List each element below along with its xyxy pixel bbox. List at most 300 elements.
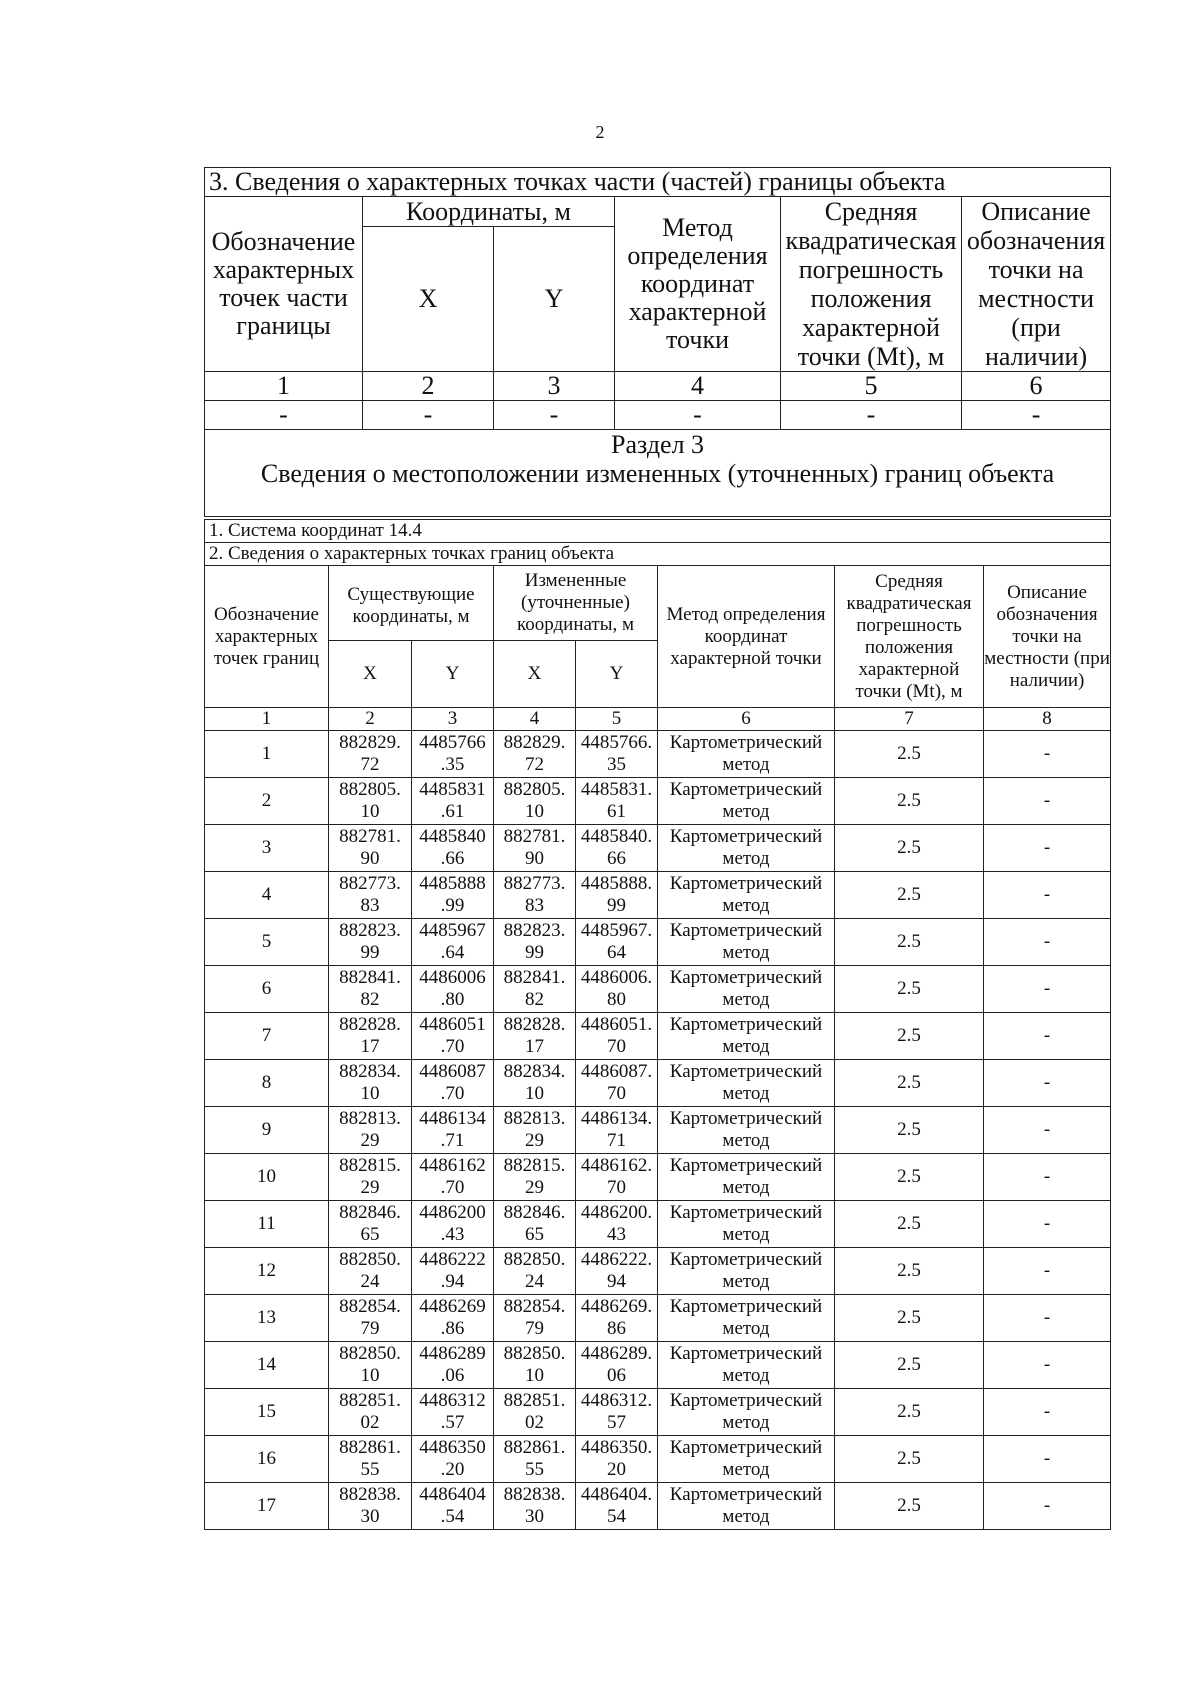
col-x-header: X <box>363 227 494 372</box>
boundary-part-points-table <box>204 167 1111 517</box>
changed-x-cell <box>494 1342 576 1389</box>
changed-x-cell <box>494 1107 576 1154</box>
changed-y-line1: 4486289. <box>580 1343 653 1364</box>
table-row <box>205 825 1111 872</box>
method-line1: Картометрический <box>669 967 823 988</box>
existing-y-line2: .70 <box>440 1177 465 1198</box>
existing-y-cell <box>412 1483 494 1530</box>
existing-y-line1: 4486312 <box>419 1390 486 1411</box>
col-number: 2 <box>329 708 412 731</box>
table-row <box>205 872 1111 919</box>
existing-x-cell <box>329 919 412 966</box>
existing-y-line1: 4485766 <box>419 732 486 753</box>
existing-y-cell <box>412 1013 494 1060</box>
method-cell <box>658 778 835 825</box>
existing-y-line1: 4486404 <box>419 1484 486 1505</box>
existing-x-cell <box>329 1436 412 1483</box>
existing-y-line2: .66 <box>440 848 465 869</box>
method-line2: метод <box>722 1318 770 1339</box>
existing-y-line1: 4485840 <box>419 826 486 847</box>
empty-cell: - <box>615 401 781 430</box>
existing-y-line2: .80 <box>440 989 465 1010</box>
changed-y-line1: 4485840. <box>580 826 653 847</box>
existing-x-line2: 99 <box>360 942 380 963</box>
changed-y-cell <box>576 1154 658 1201</box>
col-number: 5 <box>781 372 962 401</box>
method-line1: Картометрический <box>669 826 823 847</box>
method-line1: Картометрический <box>669 1390 823 1411</box>
section-title: Раздел 3 <box>205 430 1111 461</box>
changed-x-line2: 29 <box>525 1130 544 1151</box>
method-line1: Картометрический <box>669 1437 823 1458</box>
changed-y-line1: 4485831. <box>580 779 653 800</box>
existing-x-line1: 882815. <box>339 1155 401 1176</box>
existing-y-cell <box>412 1342 494 1389</box>
point-number: 17 <box>205 1483 329 1530</box>
existing-y-line1: 4486162 <box>419 1155 486 1176</box>
changed-y-line1: 4486404. <box>580 1484 653 1505</box>
method-line2: метод <box>722 1459 770 1480</box>
existing-y-line1: 4486269 <box>419 1296 486 1317</box>
existing-y-line1: 4486051 <box>419 1014 486 1035</box>
method-cell <box>658 1389 835 1436</box>
changed-y-line1: 4486134. <box>580 1108 653 1129</box>
changed-x-cell <box>494 1013 576 1060</box>
changed-y-cell <box>576 1483 658 1530</box>
col-x-existing-header: X <box>329 641 412 708</box>
changed-x-line2: 90 <box>525 848 544 869</box>
changed-y-line1: 4486312. <box>580 1390 653 1411</box>
changed-x-line1: 882850. <box>503 1249 566 1270</box>
changed-x-line1: 882823. <box>503 920 566 941</box>
col-number: 5 <box>576 708 658 731</box>
method-line2: метод <box>722 801 770 822</box>
table-row <box>205 778 1111 825</box>
changed-x-cell <box>494 1436 576 1483</box>
changed-x-line1: 882781. <box>503 826 566 847</box>
changed-x-line1: 882834. <box>503 1061 566 1082</box>
description-value: - <box>984 919 1111 966</box>
method-line1: Картометрический <box>669 1202 823 1223</box>
point-number: 12 <box>205 1248 329 1295</box>
changed-y-line2: 70 <box>607 1036 626 1057</box>
existing-x-cell <box>329 1483 412 1530</box>
existing-x-line1: 882823. <box>339 920 401 941</box>
existing-x-line2: 30 <box>360 1506 380 1527</box>
existing-x-cell <box>329 1107 412 1154</box>
col-number: 3 <box>412 708 494 731</box>
method-line2: метод <box>722 1271 770 1292</box>
changed-y-cell <box>576 1295 658 1342</box>
changed-y-line2: 06 <box>607 1365 626 1386</box>
changed-x-cell <box>494 825 576 872</box>
changed-y-line1: 4485766. <box>580 732 653 753</box>
changed-x-cell <box>494 1389 576 1436</box>
existing-x-cell <box>329 1154 412 1201</box>
changed-y-line2: 94 <box>607 1271 626 1292</box>
method-line1: Картометрический <box>669 732 823 753</box>
changed-x-line1: 882846. <box>503 1202 566 1223</box>
method-line2: метод <box>722 1177 770 1198</box>
existing-x-line1: 882841. <box>339 967 401 988</box>
method-line1: Картометрический <box>669 873 823 894</box>
error-value: 2.5 <box>835 1060 984 1107</box>
existing-x-line2: 79 <box>360 1318 380 1339</box>
existing-x-cell <box>329 1342 412 1389</box>
col-y-header: Y <box>494 227 615 372</box>
changed-x-line2: 02 <box>525 1412 544 1433</box>
existing-x-cell <box>329 825 412 872</box>
empty-cell: - <box>494 401 615 430</box>
method-cell <box>658 872 835 919</box>
changed-x-line1: 882815. <box>503 1155 566 1176</box>
empty-cell: - <box>205 401 363 430</box>
method-cell <box>658 731 835 778</box>
description-value: - <box>984 1013 1111 1060</box>
existing-x-line1: 882851. <box>339 1390 401 1411</box>
changed-x-cell <box>494 1154 576 1201</box>
col-x-changed-header: X <box>494 641 576 708</box>
existing-x-line2: 83 <box>360 895 380 916</box>
method-cell <box>658 966 835 1013</box>
changed-y-line2: 99 <box>607 895 626 916</box>
existing-x-line2: 29 <box>360 1177 380 1198</box>
point-number: 11 <box>205 1201 329 1248</box>
existing-x-cell <box>329 1295 412 1342</box>
method-cell <box>658 1436 835 1483</box>
changed-x-line2: 82 <box>525 989 544 1010</box>
existing-y-cell <box>412 1436 494 1483</box>
col-y-existing-header: Y <box>412 641 494 708</box>
existing-x-line2: 55 <box>360 1459 380 1480</box>
point-number: 16 <box>205 1436 329 1483</box>
existing-y-line2: .54 <box>440 1506 465 1527</box>
changed-y-line2: 66 <box>607 848 626 869</box>
existing-y-line2: .57 <box>440 1412 465 1433</box>
method-line1: Картометрический <box>669 1343 823 1364</box>
existing-x-line1: 882828. <box>339 1014 401 1035</box>
description-value: - <box>984 1436 1111 1483</box>
changed-y-line1: 4486222. <box>580 1249 653 1270</box>
existing-y-line2: .99 <box>440 895 465 916</box>
existing-x-line1: 882850. <box>339 1343 401 1364</box>
changed-x-line2: 55 <box>525 1459 544 1480</box>
col-number: 1 <box>205 708 329 731</box>
existing-y-line2: .35 <box>440 754 465 775</box>
method-line1: Картометрический <box>669 1296 823 1317</box>
method-line2: метод <box>722 1412 770 1433</box>
existing-x-cell <box>329 1060 412 1107</box>
existing-y-cell <box>412 1060 494 1107</box>
changed-y-line2: 20 <box>607 1459 626 1480</box>
changed-x-cell <box>494 1483 576 1530</box>
table-row <box>205 1013 1111 1060</box>
changed-x-line1: 882805. <box>503 779 566 800</box>
existing-x-line1: 882850. <box>339 1249 401 1270</box>
method-line2: метод <box>722 754 770 775</box>
col-number: 2 <box>363 372 494 401</box>
col-desc-header: Описание обозначения точки на местности (при наличии) <box>984 566 1111 708</box>
table-row <box>205 1389 1111 1436</box>
table-row <box>205 731 1111 778</box>
changed-y-cell <box>576 1248 658 1295</box>
method-cell <box>658 1154 835 1201</box>
col-desc-header: Описание обозначения точки на местности (при наличии) <box>962 197 1111 372</box>
error-value: 2.5 <box>835 872 984 919</box>
method-cell <box>658 1060 835 1107</box>
col-changed-header: Измененные (уточненные) координаты, м <box>494 566 658 641</box>
changed-y-line1: 4486162. <box>580 1155 653 1176</box>
existing-x-line2: 29 <box>360 1130 380 1151</box>
changed-x-line1: 882861. <box>503 1437 566 1458</box>
description-value: - <box>984 966 1111 1013</box>
col-number: 8 <box>984 708 1111 731</box>
col-method-header: Метод определения координат характерной точки <box>615 197 781 372</box>
changed-y-line1: 4486006. <box>580 967 653 988</box>
existing-y-cell <box>412 778 494 825</box>
method-line1: Картометрический <box>669 920 823 941</box>
table-row <box>205 966 1111 1013</box>
changed-x-cell <box>494 1201 576 1248</box>
point-number: 3 <box>205 825 329 872</box>
description-value: - <box>984 1342 1111 1389</box>
existing-y-cell <box>412 872 494 919</box>
method-cell <box>658 1483 835 1530</box>
changed-y-line2: 61 <box>607 801 626 822</box>
coord-system: 1. Система координат 14.4 <box>205 520 1111 543</box>
method-line2: метод <box>722 989 770 1010</box>
method-cell <box>658 1295 835 1342</box>
col-number: 1 <box>205 372 363 401</box>
description-value: - <box>984 1389 1111 1436</box>
method-cell <box>658 919 835 966</box>
point-number: 2 <box>205 778 329 825</box>
changed-y-line2: 80 <box>607 989 626 1010</box>
col-error-header: Средняя квадратическая погрешность положения характерной точки (Mt), м <box>781 197 962 372</box>
changed-y-line1: 4486200. <box>580 1202 653 1223</box>
existing-y-line1: 4486087 <box>419 1061 486 1082</box>
point-number: 8 <box>205 1060 329 1107</box>
existing-y-line1: 4485967 <box>419 920 486 941</box>
point-number: 5 <box>205 919 329 966</box>
page-number: 2 <box>595 122 605 142</box>
existing-y-cell <box>412 1295 494 1342</box>
error-value: 2.5 <box>835 731 984 778</box>
point-number: 7 <box>205 1013 329 1060</box>
method-line2: метод <box>722 1506 770 1527</box>
table-row <box>205 1295 1111 1342</box>
changed-y-line2: 70 <box>607 1083 626 1104</box>
changed-x-line2: 10 <box>525 801 544 822</box>
existing-y-line1: 4485888 <box>419 873 486 894</box>
existing-x-line1: 882813. <box>339 1108 401 1129</box>
method-line1: Картометрический <box>669 779 823 800</box>
existing-y-cell <box>412 1107 494 1154</box>
description-value: - <box>984 1154 1111 1201</box>
empty-cell: - <box>363 401 494 430</box>
changed-x-line1: 882841. <box>503 967 566 988</box>
changed-y-line1: 4486350. <box>580 1437 653 1458</box>
existing-x-cell <box>329 1013 412 1060</box>
existing-y-line1: 4486006 <box>419 967 486 988</box>
existing-y-line2: .71 <box>440 1130 465 1151</box>
existing-x-cell <box>329 1248 412 1295</box>
changed-y-cell <box>576 1013 658 1060</box>
existing-y-line2: .61 <box>440 801 465 822</box>
existing-x-line2: 10 <box>360 801 380 822</box>
existing-y-cell <box>412 919 494 966</box>
changed-x-line2: 10 <box>525 1365 544 1386</box>
error-value: 2.5 <box>835 1248 984 1295</box>
error-value: 2.5 <box>835 919 984 966</box>
existing-y-line1: 4485831 <box>419 779 486 800</box>
changed-y-cell <box>576 1107 658 1154</box>
changed-x-line1: 882813. <box>503 1108 566 1129</box>
changed-y-cell <box>576 872 658 919</box>
error-value: 2.5 <box>835 1201 984 1248</box>
changed-x-line1: 882851. <box>503 1390 566 1411</box>
changed-x-cell <box>494 1295 576 1342</box>
changed-y-cell <box>576 825 658 872</box>
changed-x-line2: 24 <box>525 1271 544 1292</box>
existing-x-line1: 882854. <box>339 1296 401 1317</box>
table-row <box>205 1154 1111 1201</box>
existing-y-cell <box>412 966 494 1013</box>
existing-x-cell <box>329 872 412 919</box>
method-line1: Картометрический <box>669 1484 823 1505</box>
table-row <box>205 1342 1111 1389</box>
existing-x-cell <box>329 966 412 1013</box>
changed-y-cell <box>576 966 658 1013</box>
col-designation-header: Обозначение характерных точек границ <box>205 566 329 708</box>
changed-x-line1: 882773. <box>503 873 566 894</box>
empty-cell: - <box>962 401 1111 430</box>
existing-x-line2: 82 <box>360 989 380 1010</box>
col-error-header: Средняя квадратическая погрешность положения характерной точки (Mt), м <box>835 566 984 708</box>
method-cell <box>658 1248 835 1295</box>
existing-x-line2: 17 <box>360 1036 380 1057</box>
changed-y-cell <box>576 731 658 778</box>
table-row <box>205 1248 1111 1295</box>
changed-y-cell <box>576 1201 658 1248</box>
existing-x-line1: 882773. <box>339 873 401 894</box>
changed-x-line1: 882828. <box>503 1014 566 1035</box>
col-coords-header: Координаты, м <box>363 197 615 227</box>
changed-y-line2: 35 <box>607 754 626 775</box>
changed-x-line1: 882838. <box>503 1484 566 1505</box>
error-value: 2.5 <box>835 1483 984 1530</box>
changed-y-cell <box>576 1342 658 1389</box>
existing-y-line1: 4486222 <box>419 1249 486 1270</box>
description-value: - <box>984 1483 1111 1530</box>
error-value: 2.5 <box>835 1154 984 1201</box>
changed-y-line2: 43 <box>607 1224 626 1245</box>
changed-x-line2: 10 <box>525 1083 544 1104</box>
changed-x-line2: 72 <box>525 754 544 775</box>
method-line2: метод <box>722 1083 770 1104</box>
changed-x-line2: 29 <box>525 1177 544 1198</box>
changed-x-cell <box>494 731 576 778</box>
table-row <box>205 1436 1111 1483</box>
method-cell <box>658 1342 835 1389</box>
method-line2: метод <box>722 1365 770 1386</box>
changed-y-line2: 70 <box>607 1177 626 1198</box>
existing-x-line2: 10 <box>360 1365 380 1386</box>
changed-y-cell <box>576 778 658 825</box>
existing-x-cell <box>329 778 412 825</box>
col-number: 7 <box>835 708 984 731</box>
method-line1: Картометрический <box>669 1108 823 1129</box>
changed-x-line1: 882829. <box>503 732 566 753</box>
changed-y-line1: 4485888. <box>580 873 653 894</box>
method-cell <box>658 1013 835 1060</box>
existing-y-cell <box>412 1248 494 1295</box>
existing-y-line1: 4486134 <box>419 1108 486 1129</box>
existing-y-line2: .94 <box>440 1271 465 1292</box>
col-designation-header: Обозначение характерных точек части границы <box>205 197 363 372</box>
point-number: 9 <box>205 1107 329 1154</box>
description-value: - <box>984 1295 1111 1342</box>
existing-x-line2: 02 <box>360 1412 380 1433</box>
changed-x-line2: 79 <box>525 1318 544 1339</box>
table1-title: 3. Сведения о характерных точках части (частей) границы объекта <box>205 168 1111 197</box>
existing-x-line2: 72 <box>360 754 380 775</box>
existing-x-line1: 882829. <box>339 732 401 753</box>
existing-y-cell <box>412 1201 494 1248</box>
changed-y-line1: 4486087. <box>580 1061 653 1082</box>
description-value: - <box>984 1060 1111 1107</box>
col-existing-header: Существующие координаты, м <box>329 566 494 641</box>
existing-x-line1: 882861. <box>339 1437 401 1458</box>
changed-y-cell <box>576 1389 658 1436</box>
col-number: 3 <box>494 372 615 401</box>
description-value: - <box>984 731 1111 778</box>
col-number: 4 <box>615 372 781 401</box>
point-number: 4 <box>205 872 329 919</box>
changed-y-line2: 71 <box>607 1130 626 1151</box>
description-value: - <box>984 1248 1111 1295</box>
error-value: 2.5 <box>835 1107 984 1154</box>
description-value: - <box>984 778 1111 825</box>
changed-x-line2: 65 <box>525 1224 544 1245</box>
changed-x-line2: 83 <box>525 895 544 916</box>
existing-y-line1: 4486350 <box>419 1437 486 1458</box>
changed-x-line2: 99 <box>525 942 544 963</box>
table-row <box>205 1107 1111 1154</box>
changed-y-line2: 54 <box>607 1506 626 1527</box>
existing-x-cell <box>329 1389 412 1436</box>
empty-cell: - <box>781 401 962 430</box>
changed-y-line2: 86 <box>607 1318 626 1339</box>
col-number: 4 <box>494 708 576 731</box>
method-line1: Картометрический <box>669 1249 823 1270</box>
existing-y-cell <box>412 1389 494 1436</box>
table-row <box>205 1060 1111 1107</box>
method-line1: Картометрический <box>669 1014 823 1035</box>
method-line2: метод <box>722 1036 770 1057</box>
changed-x-cell <box>494 872 576 919</box>
existing-x-line1: 882846. <box>339 1202 401 1223</box>
point-number: 15 <box>205 1389 329 1436</box>
error-value: 2.5 <box>835 1389 984 1436</box>
method-line2: метод <box>722 942 770 963</box>
existing-y-line2: .64 <box>440 942 465 963</box>
method-line1: Картометрический <box>669 1061 823 1082</box>
description-value: - <box>984 1201 1111 1248</box>
point-number: 6 <box>205 966 329 1013</box>
method-line2: метод <box>722 848 770 869</box>
existing-y-cell <box>412 731 494 778</box>
